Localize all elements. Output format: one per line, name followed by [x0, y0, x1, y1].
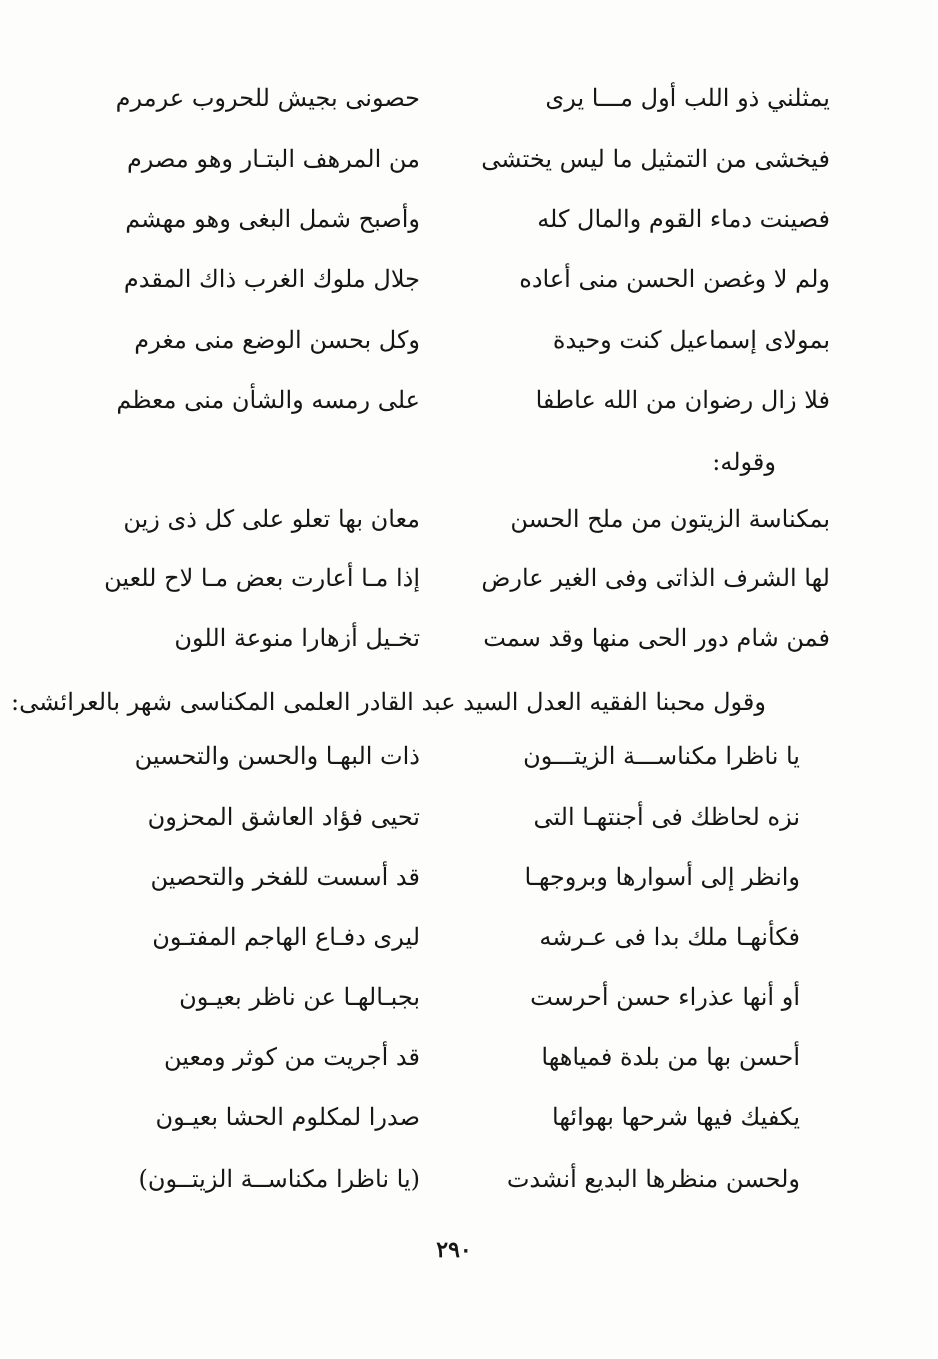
verse-first-hemistich: ولم لا وغصن الحسن منى أعاده	[519, 265, 830, 293]
verse-first-hemistich: نزه لحاظك فى أجنتهـا التى	[533, 803, 800, 831]
verse-second-hemistich: تحيى فؤاد العاشق المحزون	[147, 803, 420, 831]
verse-second-hemistich: تخـيل أزهارا منوعة اللون	[174, 624, 420, 652]
verse-line	[90, 378, 830, 422]
verse-second-hemistich: ليرى دفـاع الهاجم المفتـون	[152, 923, 420, 951]
section-heading: وقوله:	[712, 448, 776, 476]
verse-line	[90, 197, 830, 241]
verse-line	[90, 137, 830, 181]
verse-line	[90, 318, 830, 362]
verse-second-hemistich: جلال ملوك الغرب ذاك المقدم	[123, 265, 420, 293]
verse-first-hemistich: فلا زال رضوان من الله عاطفا	[535, 386, 830, 414]
verse-first-hemistich: وانظر إلى أسوارها وبروجهـا	[524, 863, 800, 891]
verse-second-hemistich: (يا ناظرا مكناســة الزيتــون)	[138, 1165, 420, 1193]
verse-first-hemistich: يكفيك فيها شرحها بهوائها	[552, 1103, 800, 1131]
verse-line	[100, 915, 800, 959]
verse-line	[100, 1095, 800, 1139]
verse-first-hemistich: فكأنهـا ملك بدا فى عـرشه	[539, 923, 800, 951]
verse-second-hemistich: من المرهف البتـار وهو مصرم	[126, 145, 420, 173]
verse-line	[90, 497, 830, 541]
verse-second-hemistich: إذا مـا أعارت بعض مـا لاح للعين	[104, 564, 420, 592]
verse-second-hemistich: على رمسه والشأن منى معظم	[116, 386, 420, 414]
verse-first-hemistich: فصينت دماء القوم والمال كله	[537, 205, 830, 233]
verse-first-hemistich: فمن شام دور الحى منها وقد سمت	[483, 624, 830, 652]
verse-first-hemistich: بمولاى إسماعيل كنت وحيدة	[552, 326, 830, 354]
verse-line	[100, 1157, 800, 1201]
verse-second-hemistich: وكل بحسن الوضع منى مغرم	[134, 326, 420, 354]
verse-second-hemistich: قد أسست للفخر والتحصين	[150, 863, 420, 891]
verse-line	[90, 76, 830, 120]
verse-first-hemistich: يا ناظرا مكناســـة الزيتـــون	[523, 742, 800, 770]
verse-second-hemistich: بجبـالهـا عن ناظر بعيـون	[179, 983, 420, 1011]
verse-second-hemistich: حصونى بجيش للحروب عرمرم	[115, 84, 420, 112]
verse-line	[90, 556, 830, 600]
verse-line	[90, 257, 830, 301]
verse-first-hemistich: ولحسن منظرها البديع أنشدت	[506, 1165, 800, 1193]
verse-line	[90, 616, 830, 660]
verse-first-hemistich: يمثلني ذو اللب أول مـــا يرى	[545, 84, 830, 112]
verse-second-hemistich: وأصبح شمل البغى وهو مهشم	[125, 205, 420, 233]
verse-second-hemistich: صدرا لمكلوم الحشا بعيـون	[155, 1103, 420, 1131]
verse-line	[100, 795, 800, 839]
verse-line	[100, 1035, 800, 1079]
page-number: ٢٩٠	[436, 1237, 472, 1263]
verse-first-hemistich: فيخشى من التمثيل ما ليس يختشى	[481, 145, 830, 173]
verse-second-hemistich: ذات البهـا والحسن والتحسين	[134, 742, 420, 770]
verse-line	[100, 734, 800, 778]
verse-first-hemistich: بمكناسة الزيتون من ملح الحسن	[510, 505, 830, 533]
verse-line	[100, 975, 800, 1019]
verse-first-hemistich: أحسن بها من بلدة فمياهها	[541, 1043, 800, 1071]
verse-second-hemistich: معان بها تعلو على كل ذى زين	[123, 505, 420, 533]
section-heading: وقول محبنا الفقيه العدل السيد عبد القادر العلمى المكناسى شهر بالعرائشى:	[11, 688, 766, 716]
verse-first-hemistich: أو أنها عذراء حسن أحرست	[530, 983, 800, 1011]
verse-first-hemistich: لها الشرف الذاتى وفى الغير عارض	[481, 564, 830, 592]
verse-line	[100, 855, 800, 899]
verse-second-hemistich: قد أجريت من كوثر ومعين	[164, 1043, 420, 1071]
